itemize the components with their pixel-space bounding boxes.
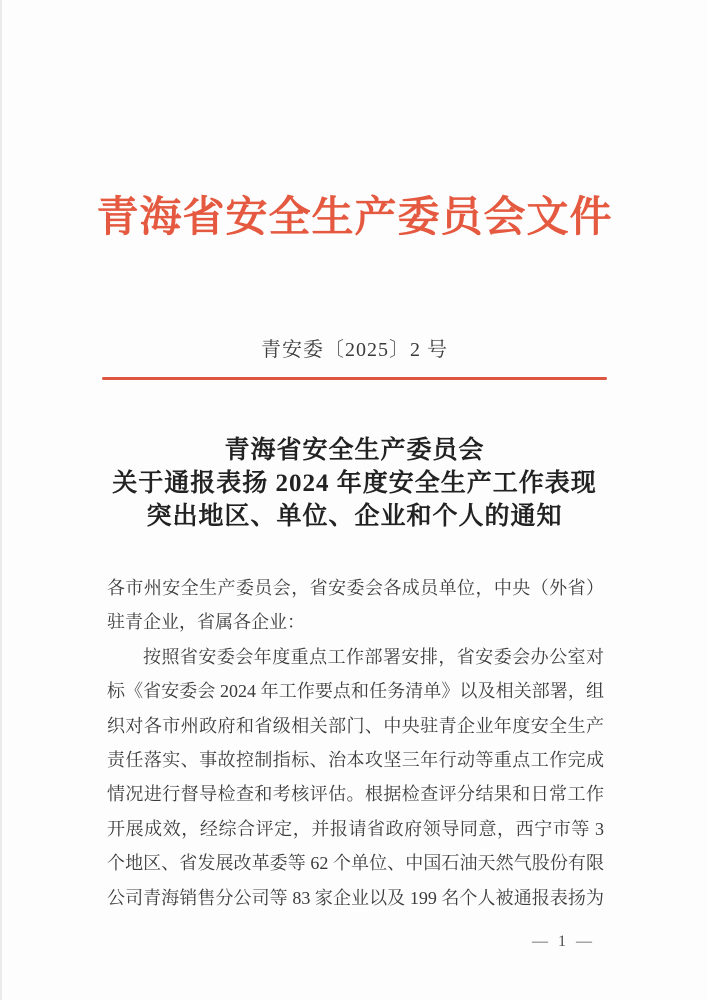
- document-body: [107, 571, 604, 915]
- body-text-line: 开展成效，经综合评定，并报请省政府领导同意，西宁市等 3: [107, 818, 604, 839]
- body-text-line: 责任落实、事故控制指标、治本攻坚三年行动等重点工作完成: [107, 750, 604, 771]
- document-masthead-title: 青海省安全生产委员会文件: [96, 195, 613, 241]
- body-text-line: 各市州安全生产委员会，省安委会各成员单位，中央（外省）: [107, 578, 604, 598]
- body-text-line: 驻青企业，省属各企业：: [107, 612, 305, 633]
- document-title-line: 关于通报表扬 2024 年度安全生产工作表现: [112, 470, 597, 497]
- page-number: — 1 —: [532, 933, 595, 950]
- body-text-line: 情况进行督导检查和考核评估。根据检查评分结果和日常工作: [107, 784, 604, 805]
- document-reference-number: 青安委〔2025〕2 号: [261, 339, 448, 361]
- red-divider-line: [102, 377, 607, 380]
- body-text-line: 按照省安委会年度重点工作部署安排，省安委会办公室对: [143, 646, 604, 667]
- body-text-line: 公司青海销售分公司等 83 家企业以及 199 名个人被通报表扬为: [107, 887, 604, 908]
- document-title: [2, 434, 707, 533]
- body-text-line: 个地区、省发展改革委等 62 个单位、中国石油天然气股份有限: [107, 853, 604, 874]
- document-title-line: 青海省安全生产委员会: [224, 437, 485, 464]
- body-text-line: 织对各市州政府和省级相关部门、中央驻青企业年度安全生产: [107, 715, 604, 736]
- body-text-line: 标《省安委会 2024 年工作要点和任务清单》以及相关部署，组: [107, 681, 604, 702]
- document-title-line: 突出地区、单位、企业和个人的通知: [146, 503, 563, 530]
